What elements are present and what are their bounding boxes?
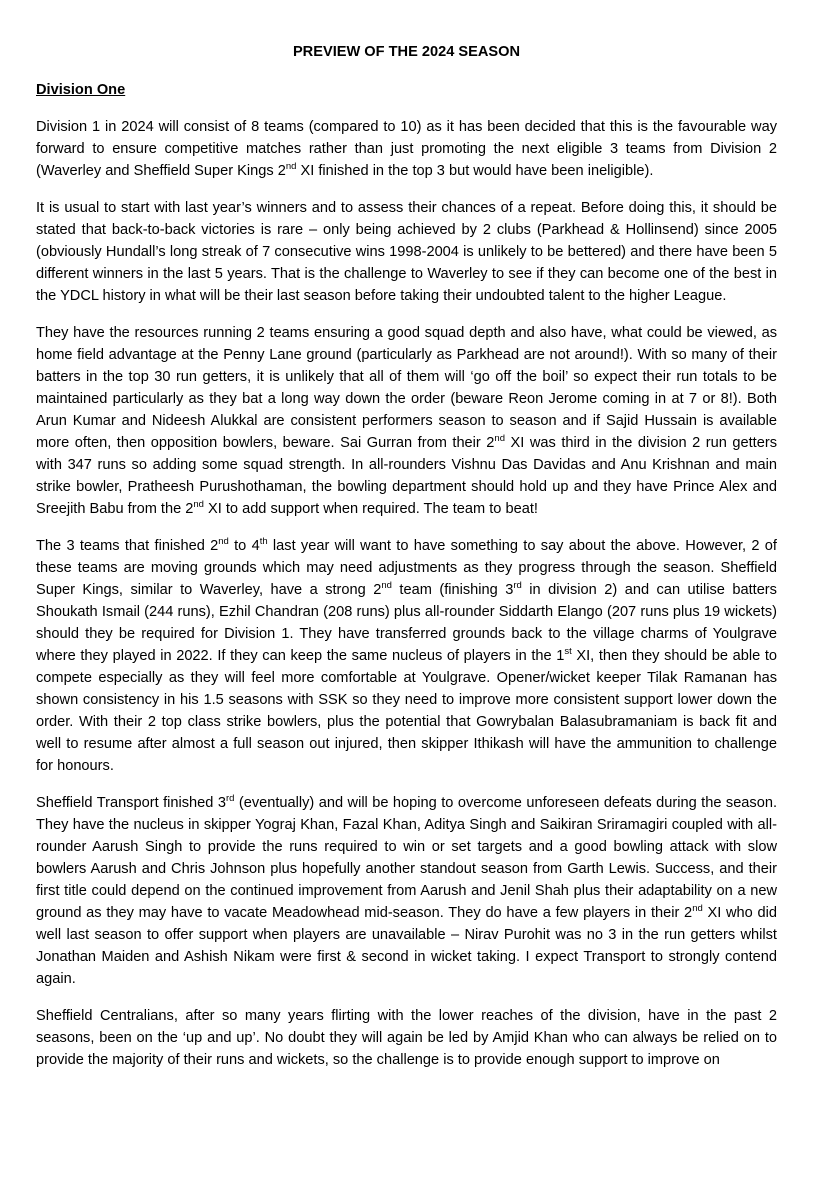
text-run: XI was third in the division 2 run getters with 347 runs so adding some squad strength. In all-rounders Vishnu Das Davidas and Anu Krishnan and main strike bowler, Pratheesh Purushothaman, the bowling department should hold up and they have Prince Alex and Sreejith Babu from the 2 [36, 435, 777, 517]
ordinal-suffix: st [564, 646, 572, 658]
text-run: They have the resources running 2 teams ensuring a good squad depth and also have, what could be viewed, as home field advantage at the Penny Lane ground (particularly as Parkhead are not around!). With so many of their batters in the top 30 run getters, it is unlikely that all of them will ‘go off the boil’ so expect their run totals to be maintained particularly as they bat a long way down the order (beware Reon Jerome coming in at 7 or 8!). Both Arun Kumar and Nideesh Alukkal are consistent performers season to season and if Sajid Hussain is available more often, then opposition bowlers, beware. Sai Gurran from their 2 [36, 325, 777, 451]
text-run: in division 2) and can utilise batters Shoukath Ismail (244 runs), Ezhil Chandran (208 runs) plus all-rounder Siddarth Elango (207 runs plus 19 wickets) should they be required for Division 1. They have transferred grounds back to the village charms of Youlgrave where they played in 2022. If they can keep the same nucleus of players in the 1 [36, 582, 777, 664]
ordinal-suffix: th [259, 536, 268, 548]
paragraph [36, 535, 777, 777]
paragraph [36, 322, 777, 520]
ordinal-suffix: nd [193, 499, 204, 511]
ordinal-suffix: nd [218, 536, 229, 548]
ordinal-suffix: nd [494, 433, 505, 445]
body-text [36, 116, 777, 1071]
ordinal-suffix: nd [381, 580, 392, 592]
paragraph [36, 792, 777, 990]
text-run: XI who did well last season to offer support when players are unavailable – Nirav Purohit was no 3 in the run getters whilst Jonathan Maiden and Ashish Nikam were first & second in wicket taking. I expect Transport to strongly contend again. [36, 905, 777, 987]
text-run: team (finishing 3 [391, 582, 514, 598]
text-run: XI, then they should be able to compete especially as they will feel more comfortable at Youlgrave. Opener/wicket keeper Tilak Ramanan has shown consistency in his 1.5 seasons with SSK so they need to improve more consistent support lower down the order. With their 2 top class strike bowlers, plus the potential that Gowrybalan Balasubramaniam is back fit and well to resume after almost a full season out injured, then skipper Ithikash will have the ammunition to challenge for honours. [36, 648, 777, 774]
text-run: to 4 [228, 538, 260, 554]
ordinal-suffix: nd [285, 161, 297, 173]
text-run: Sheffield Centralians, after so many years flirting with the lower reaches of the division, have in the past 2 seasons, been on the ‘up and up’. No doubt they will again be led by Amjid Khan who can always be relied on to provide the majority of their runs and wickets, so the challenge is to provide enough support to improve on [36, 1008, 777, 1068]
paragraph [36, 116, 777, 182]
text-run: (eventually) and will be hoping to overcome unforeseen defeats during the season. They have the nucleus in skipper Yograj Khan, Fazal Khan, Aditya Singh and Saikiran Sriramagiri coupled with all-rounder Aarush Singh to provide the runs required to win or set targets and a good bowling attack with slow bowlers Aarush and Chris Johnson plus hopefully another standout season from Garth Lewis. Success, and their first title could depend on the continued improvement from Aarush and Jenil Shah plus their adaptability on a new ground as they may have to vacate Meadowhead mid-season. They do have a few players in their 2 [36, 795, 778, 921]
section-heading: Division One [36, 82, 126, 98]
ordinal-suffix: rd [225, 793, 235, 805]
text-run: The 3 teams that finished 2 [36, 538, 219, 554]
ordinal-suffix: rd [513, 580, 522, 592]
text-run: Division 1 in 2024 will consist of 8 teams (compared to 10) as it has been decided that this is the favourable way forward to ensure competitive matches rather than just promoting the next eligible 3 teams from Division 2 (Waverley and Sheffield Super Kings 2 [36, 119, 777, 179]
text-run: Sheffield Transport finished 3 [36, 795, 226, 811]
text-run: last year will want to have something to say about the above. However, 2 of these teams are moving grounds which may need adjustments as they progress through the season. Sheffield Super Kings, similar to Waverley, have a strong 2 [36, 538, 777, 598]
text-run: XI finished in the top 3 but would have been ineligible). [296, 163, 654, 179]
text-run: It is usual to start with last year’s winners and to assess their chances of a repeat. Before doing this, it should be stated that back-to-back victories is rare – only being achieved by 2 clubs (Parkhead & Hollinsend) since 2005 (obviously Hundall’s long streak of 7 consecutive wins 1998-2004 is unlikely to be bettered) and there have been 5 different winners in the last 5 years. That is the challenge to Waverley to see if they can become one of the best in the YDCL history in what will be their last season before taking their undoubted talent to the higher League. [36, 200, 777, 304]
text-run: XI to add support when required. The team to beat! [203, 501, 538, 517]
document-title: PREVIEW OF THE 2024 SEASON [292, 44, 521, 60]
paragraph [36, 1005, 777, 1071]
ordinal-suffix: nd [692, 903, 703, 915]
paragraph [36, 197, 777, 307]
